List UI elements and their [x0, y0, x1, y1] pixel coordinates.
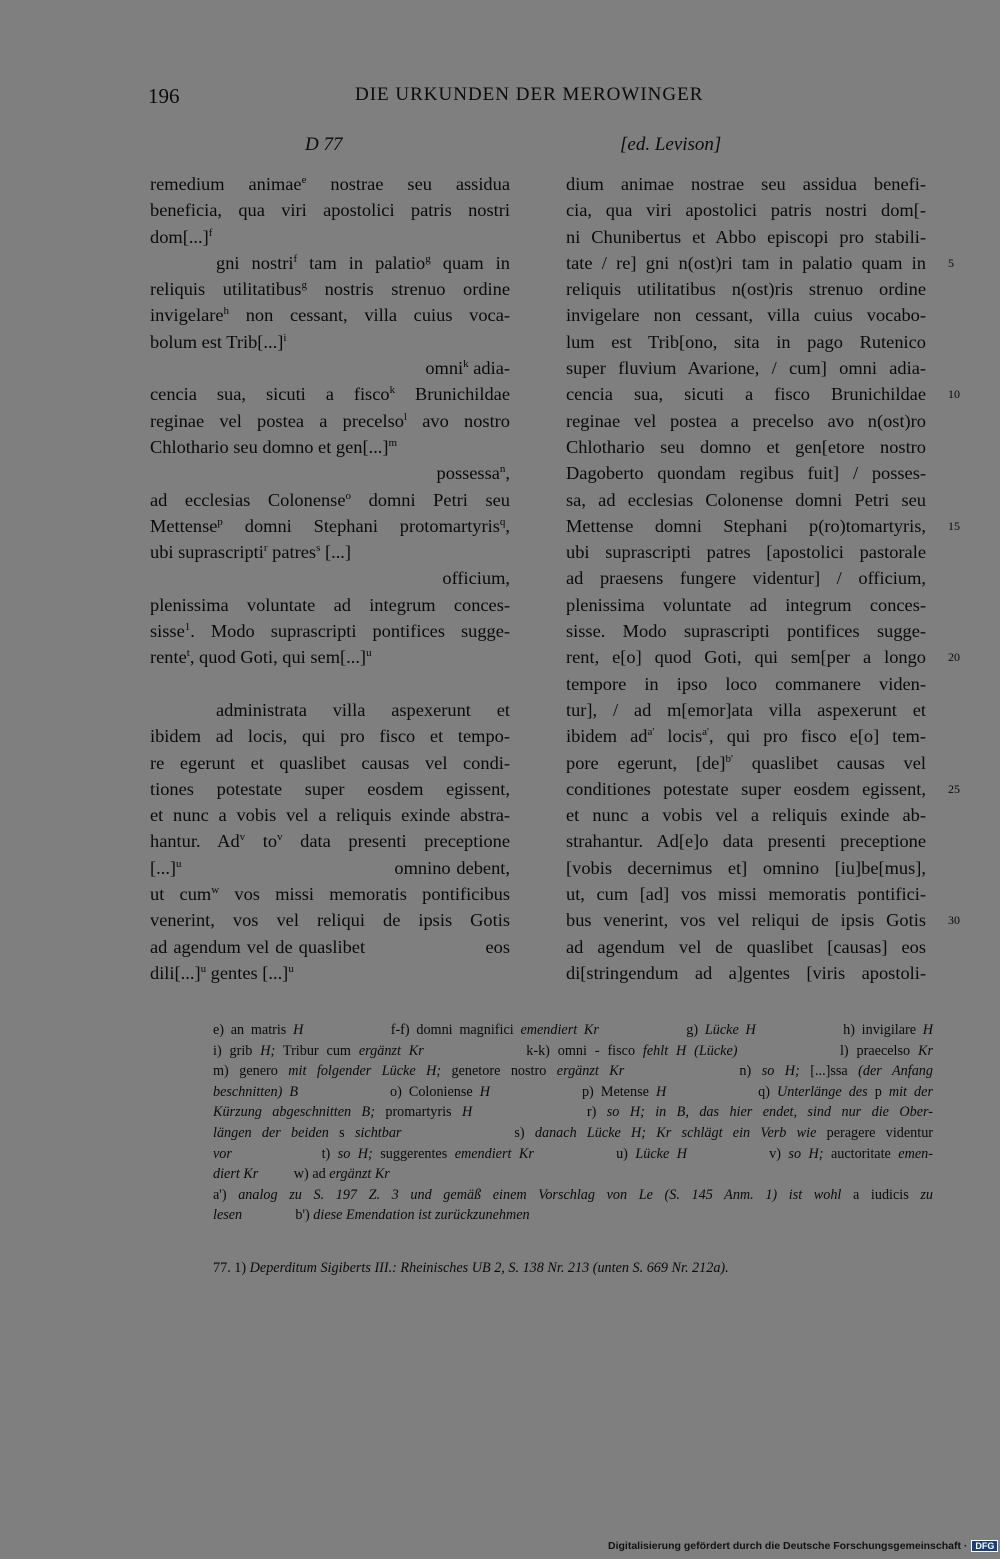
text-line: rente$^t$, quod Goti, qui sem[...]$^u$ [150, 647, 372, 668]
text-line: super fluvium Avarione, / cum] omni adia- [566, 358, 926, 379]
footnote-line: längen der beiden s sichtbar s) danach Lücke H; Kr schlägt ein Verb wie peragere videntur [213, 1124, 934, 1141]
text-line: ad praesens fungere videntur] / officium, [566, 568, 926, 589]
text-line: ni Chunibertus et Abbo episcopi pro stabili- [566, 226, 926, 247]
text-line: reginae vel postea a precelso avo n(ost)ro [566, 410, 926, 431]
text-line: bus venerint, vos vel reliqui de ipsis Gotis [566, 910, 926, 931]
text-line: et nunc a vobis vel a reliquis exinde abstra- [150, 805, 510, 826]
text-line: tempore in ipso loco commanere viden- [566, 673, 926, 694]
text-line: tate / re] gni n(ost)ri tam in palatio quam in [566, 252, 926, 273]
text-line: ibidem ad locis, qui pro fisco et tempo- [150, 726, 510, 747]
left-column-heading: D 77 [305, 134, 343, 155]
text-line: sisse. Modo suprascripti pontifices sugge- [566, 621, 926, 642]
text-line: ubi suprascripti patres [apostolici pastorale [566, 542, 926, 563]
footnotes [213, 1020, 933, 1226]
text-line: cencia sua, sicuti a fisco$^k$ Brunichildae [150, 384, 511, 405]
footnote-line: m) genero mit folgender Lücke H; genetore nostro ergänzt Kr n) so H; [...]ssa (der Anfang [213, 1063, 933, 1080]
text-line: beneficia, qua viri apostolici patris nostri [150, 200, 510, 221]
footnote-line: i) grib H; Tribur cum ergänzt Kr k-k) omni - fisco fehlt H (Lücke) l) praecelso Kr [213, 1042, 933, 1059]
text-line: invigelare non cessant, villa cuius vocabo- [566, 305, 926, 326]
running-title: DIE URKUNDEN DER MEROWINGER [355, 84, 704, 105]
text-line: lum est Trib[ono, sita in pago Rutenico [566, 331, 926, 352]
right-column-heading: [ed. Levison] [620, 134, 722, 155]
line-number: 5 [948, 255, 954, 270]
text-line: tiones potestate super eosdem egissent, [150, 778, 510, 799]
footnote-line: vor t) so H; suggerentes emendiert Kr u) Lücke H v) so H; auctoritate emen- [213, 1145, 933, 1162]
text-line: remedium animae$^e$ nostrae seu assidua [150, 173, 510, 194]
text-line: [vobis decernimus et] omnino [iu]be[mus], [566, 857, 926, 878]
footnote-line: a') analog zu S. 197 Z. 3 und gemäß einem Vorschlag von Le (S. 145 Anm. 1) ist wohl a iudicis zu [213, 1186, 934, 1203]
text-line: ut, cum [ad] vos missi memoratis pontifici- [566, 884, 926, 905]
text-line: reginae vel postea a precelso$^l$ avo nostro [150, 410, 510, 431]
text-line: Chlothario seu domno et gen[etore nostro [566, 436, 926, 457]
text-line: re egerunt et quaslibet causas vel condi- [150, 752, 510, 773]
left-column-text [150, 171, 510, 986]
text-line: gni nostri$^f$ tam in palatio$^g$ quam in [216, 252, 510, 273]
text-line: reliquis utilitatibus$^g$ nostris strenuo ordine [150, 279, 511, 300]
text-line: cia, qua viri apostolici patris nostri dom[- [566, 200, 926, 221]
text-line: bolum est Trib[...]$^i$ [150, 331, 287, 352]
text-line: pore egerunt, [de]$^{b'}$ quaslibet causas vel [566, 752, 926, 773]
footer-text: Digitalisierung gefördert durch die Deutsche Forschungsgemeinschaft · [608, 1540, 968, 1552]
text-line: officium, [442, 568, 510, 589]
text-line: Chlothario seu domno et gen[...]$^m$ [150, 436, 398, 457]
text-line: conditiones potestate super eosdem egissent, [566, 778, 926, 799]
text-line: ad ecclesias Colonense$^o$ domni Petri seu [150, 489, 511, 510]
text-line: tur], / ad m[emor]ata villa aspexerunt et [566, 699, 926, 720]
footnote-line: Kürzung abgeschnitten B; promartyris H r) so H; in B, das hier endet, sind nur die Ober- [213, 1104, 933, 1121]
line-number: 20 [948, 650, 960, 665]
page-number: 196 [148, 84, 180, 108]
text-line: et nunc a vobis vel a reliquis exinde ab- [566, 805, 926, 826]
text-line: rent, e[o] quod Goti, qui sem[per a longo [566, 647, 926, 668]
footnote-line: beschnitten) B o) Coloniense H p) Metense H q) Unterlänge des p mit der [213, 1083, 933, 1100]
text-line: omni$^k$ adia- [425, 357, 510, 379]
dfg-logo: DFG [971, 1540, 998, 1552]
text-line: dium animae nostrae seu assidua benefi- [566, 174, 926, 194]
text-line: venerint, vos vel reliqui de ipsis Gotis [150, 910, 510, 931]
text-line: cencia sua, sicuti a fisco Brunichildae [566, 384, 926, 405]
text-line: ubi suprascripti$^r$ patres$^s$ [...] [150, 542, 352, 563]
text-line: di[stringendum ad a]gentes [viris apostoli- [566, 962, 926, 983]
footnote-line: lesen b') diese Emendation ist zurückzunehmen [213, 1207, 530, 1224]
text-line: dom[...]$^f$ [150, 226, 213, 247]
text-line [150, 671, 510, 697]
line-number: 30 [948, 913, 960, 928]
footnote-line: diert Kr w) ad ergänzt Kr [213, 1166, 390, 1183]
text-line: strahantur. Ad[e]o data presenti preceptione [566, 831, 926, 852]
footnote-line: e) an matris H f-f) domni magnifici emendiert Kr g) Lücke H h) invigilare H [213, 1022, 934, 1038]
text-line: [...]$^u$ omnino debent, [150, 857, 510, 878]
text-line: sisse$^1$. Modo suprascripti pontifices sugge- [150, 620, 510, 642]
text-line: ad agendum vel de quaslibet eos [150, 936, 510, 957]
line-number: 10 [948, 387, 960, 402]
text-line: reliquis utilitatibus n(ost)ris strenuo ordine [566, 279, 926, 300]
text-line: sa, ad ecclesias Colonense domni Petri seu [566, 489, 926, 510]
footer [608, 1540, 998, 1552]
text-line: plenissima voluntate ad integrum conces- [566, 594, 926, 615]
text-line: ut cum$^w$ vos missi memoratis pontificibus [150, 883, 510, 905]
text-line: Mettense domni Stephani p(ro)tomartyris, [566, 515, 926, 536]
text-line: ibidem $ad^{a'}$ locis$^{a'}$, qui pro fisco e[o] tem- [566, 726, 926, 747]
text-line: administrata villa aspexerunt et [216, 699, 510, 720]
text-line: plenissima voluntate ad integrum conces- [150, 594, 510, 615]
text-line: ad agendum vel de quaslibet [causas] eos [566, 936, 926, 957]
page-header [0, 84, 1000, 110]
note-77: 77. 1) Deperditum Sigiberts III.: Rheinisches UB 2, S. 138 Nr. 213 (unten S. 669 Nr. 212a). [213, 1260, 729, 1276]
right-column-text [566, 171, 926, 986]
line-number: 15 [948, 518, 960, 533]
text-line: dili[...]$^u$ gentes [...]$^u$ [150, 962, 294, 983]
line-number: 25 [948, 781, 960, 796]
text-line: Dagoberto quondam regibus fuit] / posses- [566, 463, 926, 484]
text-line: Mettense$^p$ domni Stephani protomartyris$^q$, [150, 515, 510, 536]
text-line: possessa$^n$, [436, 463, 510, 484]
text-line: invigelare$^h$ non cessant, villa cuius voca- [150, 305, 510, 326]
text-line: hantur. Ad$^v$ $to^v$ data presenti preceptione [150, 831, 511, 852]
